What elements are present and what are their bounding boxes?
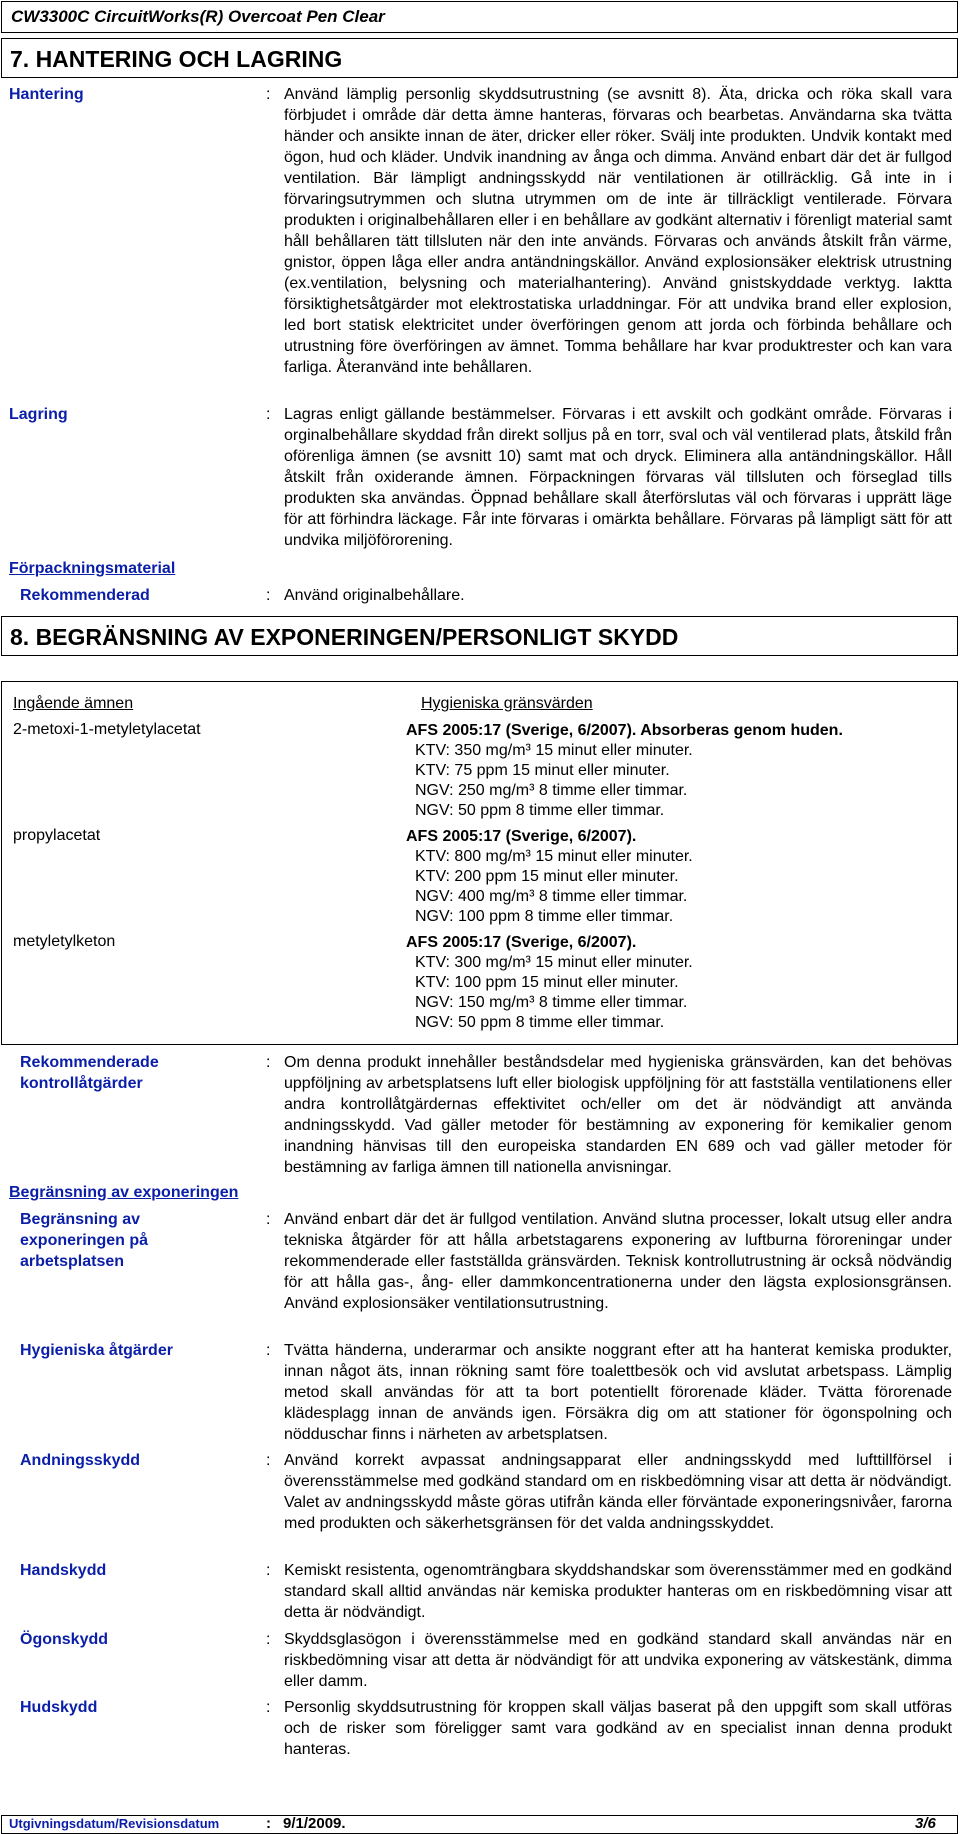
ogonskydd-label: Ögonskydd <box>20 1631 109 1648</box>
hudskydd-label: Hudskydd <box>20 1699 98 1716</box>
table-row-source: AFS 2005:17 (Sverige, 6/2007). Absorberas genom huden. <box>406 722 843 739</box>
rek-kontroll-text: Om denna produkt innehåller beståndsdelar med hygieniska gränsvärden, kan det behövas uppföljning av arbetsplatsens luft eller biologisk uppföljning för att fastställa ventilationens eller andra kontrollåtgärdernas effektivitet och/eller om det är nödvändigt att använda andningsskydd. Vad gäller metoder för bestämning av exponering för kemikalier genom inandning hänvisas till den europeiska standarden EN 689 och vad gäller metoder för bestämning av farliga ämnen till nationella anvisningar. <box>284 1054 952 1176</box>
colon: : <box>266 86 271 103</box>
andningsskydd-label: Andningsskydd <box>20 1452 141 1469</box>
andningsskydd-text: Använd korrekt avpassat andningsapparat eller andningsskydd med lufttillförsel i överensstämmelse med godkänd standard om en riskbedömning visar att detta är nödvändigt. Valet av andningsskydd måste göras utifrån kända eller förväntade exponeringsnivåer, farorna med produkten och säkerhetsgränsen för det valda andningsskyddet. <box>284 1452 952 1532</box>
colon: : <box>266 1631 271 1648</box>
table-row-limit: NGV: 400 mg/m³ 8 timme eller timmar. <box>415 888 688 905</box>
table-row-limit: NGV: 250 mg/m³ 8 timme eller timmar. <box>415 782 688 799</box>
table-row-source: AFS 2005:17 (Sverige, 6/2007). <box>406 934 637 951</box>
colon: : <box>266 1211 271 1228</box>
table-row-source: AFS 2005:17 (Sverige, 6/2007). <box>406 828 637 845</box>
ogonskydd-text: Skyddsglasögon i överensstämmelse med en godkänd standard skall användas när en riskbedömning visar att detta är nödvändigt för att undvika exponering av vätskestänk, dimma eller damm. <box>284 1631 952 1690</box>
section-7-heading: 7. HANTERING OCH LAGRING <box>1 38 958 78</box>
hygieniska-label: Hygieniska åtgärder <box>20 1342 173 1359</box>
rek-kontroll-label-1: Rekommenderade <box>20 1054 159 1071</box>
colon: : <box>266 1054 271 1071</box>
document-header <box>1 1 958 33</box>
hygieniska-text: Tvätta händerna, underarmar och ansikte noggrant efter att ha hanterat kemiska produkter, innan något äts, innan rökning samt före toalettbesök och vid avslutat arbetspass. Lämplig metod skall användas för att ta bort potentiellt förorenade kläder. Tvätta förorenade klädesplagg innan de används igen. Försäkra dig om att stationer för ögonspolning och nödduschar finns i närheten av arbetsplatsen. <box>284 1342 952 1443</box>
table-row-limit: KTV: 350 mg/m³ 15 minut eller minuter. <box>415 742 693 759</box>
handskydd-text: Kemiskt resistenta, ogenomträngbara skyddshandskar som överensstämmer med en godkänd standard skall alltid användas när kemiska produkter hanteras om en riskbedömning visar att detta är nödvändigt. <box>284 1562 952 1621</box>
packaging-heading: Förpackningsmaterial <box>9 560 176 577</box>
table-row-limit: NGV: 50 ppm 8 timme eller timmar. <box>415 1014 665 1031</box>
table-row-limit: NGV: 50 ppm 8 timme eller timmar. <box>415 802 665 819</box>
table-row-limit: NGV: 150 mg/m³ 8 timme eller timmar. <box>415 994 688 1011</box>
table-row-limit: KTV: 800 mg/m³ 15 minut eller minuter. <box>415 848 693 865</box>
arbetsplatsen-text: Använd enbart där det är fullgod ventilation. Använd slutna processer, lokalt utsug eller andra tekniska åtgärder för att hålla arbetstagarens exponering av luftburna föroreningar under rekommenderade eller fastställda gränsvärden. Teknisk kontrollutrustning är också nödvändig för att hålla gas-, ång- eller dammkoncentrationerna under den lägsta explosionsgränsen. Använd explosionsäker ventilationsutrustning. <box>284 1211 952 1312</box>
hudskydd-text: Personlig skyddsutrustning för kroppen skall väljas baserat på den uppgift som skall utföras och de risker som föreligger samt vara godkänd av en specialist innan denna produkt hanteras. <box>284 1699 952 1758</box>
colon: : <box>266 1699 271 1716</box>
table-header-limits: Hygieniska gränsvärden <box>421 695 593 712</box>
page-number: 3/6 <box>915 1815 936 1832</box>
exposure-heading: Begränsning av exponeringen <box>9 1184 239 1201</box>
arbetsplatsen-label-1: Begränsning av <box>20 1211 141 1228</box>
recommended-label: Rekommenderad <box>20 587 150 604</box>
table-row-substance: propylacetat <box>13 827 101 844</box>
colon: : <box>266 1562 271 1579</box>
table-row-limit: KTV: 75 ppm 15 minut eller minuter. <box>415 762 670 779</box>
lagring-text: Lagras enligt gällande bestämmelser. Förvaras i ett avskilt och godkänt område. Förvaras i orginalbehållare skyddad från direkt solljus på en torr, sval och väl ventilerad plats, åtskild från oförenliga ämnen (se avsnitt 10) samt mat och dryck. Eliminera alla antändningskällor. Håll åtskilt från oxiderande ämnen. Förpackningen förvaras väl tillsluten och förseglad tills produkten ska användas. Öppnad behållare skall återförslutas väl och förvaras i upprätt läge för att förhindra läckage. Får inte förvaras i omärkta behållare. Förvaras på lämpligt sätt för att undvika miljöförorening. <box>284 406 952 549</box>
footer-date-label: Utgivningsdatum/Revisionsdatum <box>9 1816 220 1831</box>
lagring-label: Lagring <box>9 406 68 423</box>
colon: : <box>266 1342 271 1359</box>
handskydd-label: Handskydd <box>20 1562 107 1579</box>
rek-kontroll-label-2: kontrollåtgärder <box>20 1075 143 1092</box>
table-row-substance: metyletylketon <box>13 933 116 950</box>
colon: : <box>266 587 271 604</box>
table-row-limit: KTV: 200 ppm 15 minut eller minuter. <box>415 868 679 885</box>
recommended-text: Använd originalbehållare. <box>284 587 465 604</box>
arbetsplatsen-label-3: arbetsplatsen <box>20 1253 125 1270</box>
table-row-substance: 2-metoxi-1-metyletylacetat <box>13 721 201 738</box>
footer-colon: : <box>266 1815 271 1832</box>
table-row-limit: KTV: 100 ppm 15 minut eller minuter. <box>415 974 679 991</box>
table-row-limit: KTV: 300 mg/m³ 15 minut eller minuter. <box>415 954 693 971</box>
colon: : <box>266 406 271 423</box>
product-title: CW3300C CircuitWorks(R) Overcoat Pen Clear <box>11 7 385 26</box>
table-header-substances: Ingående ämnen <box>13 695 134 712</box>
footer-date: 9/1/2009. <box>283 1815 346 1832</box>
table-row-limit: NGV: 100 ppm 8 timme eller timmar. <box>415 908 674 925</box>
hantering-text: Använd lämplig personlig skyddsutrustning (se avsnitt 8). Äta, dricka och röka skall vara förbjudet i område där detta ämne hanteras, förvaras och bearbetas. Användarna ska tvätta händer och ansikte innan de äter, dricker eller röker. Svälj inte produkten. Undvik kontakt med ögon, hud och kläder. Undvik inandning av ånga och dimma. Använd enbart där det är fullgod ventilation. Bär lämpligt andningsskydd när ventilationen är otillräcklig. Gå inte in i förvaringsutrymmen och slutna utrymmen om de inte är tillräckligt ventilerade. Förvara produkten i originalbehållaren eller i en behållare av godkänt alternativ i förenligt material samt håll behållaren tätt tillsluten när den inte används. Förvaras och används åtskilt från värme, gnistor, öppen låga eller andra antändningskällor. Använd explosionsäker elektrisk utrustning (ex.ventilation, belysning och materialhantering). Använd gnistskyddade verktyg. Iaktta försiktighetsåtgärder mot elektrostatiska urladdningar. För att undvika brand eller explosion, led bort statisk elektricitet under överföringen genom att jorda och förbinda behållare och utrustning före överföringen av ämnet. Tomma behållare har kvar produktrester och kan vara farliga. Återanvänd inte behållaren. <box>284 86 952 376</box>
arbetsplatsen-label-2: exponeringen på <box>20 1232 149 1249</box>
colon: : <box>266 1452 271 1469</box>
section-8-heading: 8. BEGRÄNSNING AV EXPONERINGEN/PERSONLIGT SKYDD <box>1 616 958 656</box>
hantering-label: Hantering <box>9 86 84 103</box>
